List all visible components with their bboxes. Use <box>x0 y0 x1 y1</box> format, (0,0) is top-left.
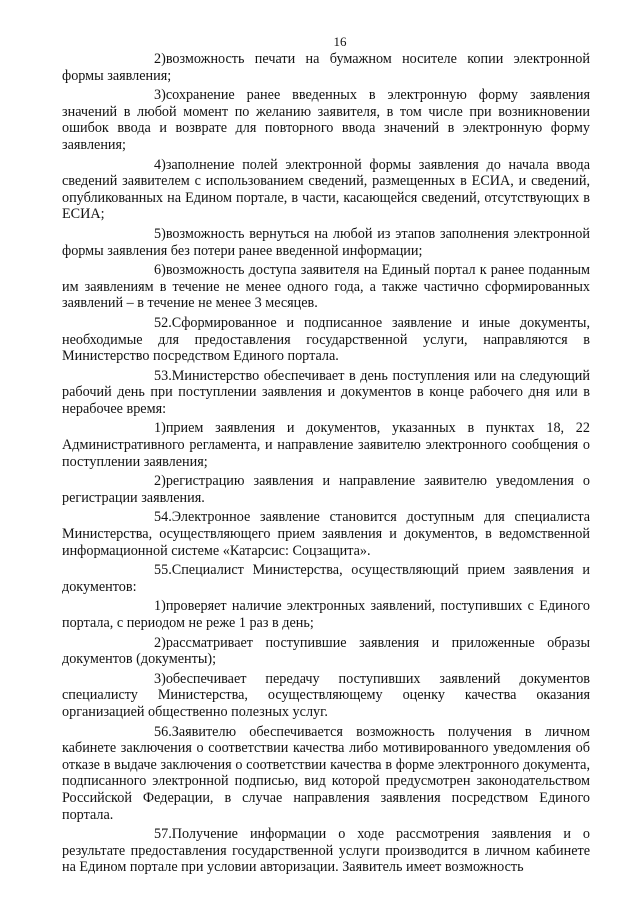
page-number: 16 <box>333 34 347 49</box>
item-text: Сформированное и подписанное заявление и иные документы, необходимые для предоставления государственной услуги, направляются в Министерство посредством Единого портала. <box>62 314 590 365</box>
paragraph-55 <box>62 562 590 595</box>
item-number: 57. <box>154 826 172 843</box>
item-text: Министерство обеспечивает в день поступления или на следующий рабочий день при поступлении заявления и документов в конце рабочего дня или в нерабочее время: <box>62 367 590 417</box>
item-text: обеспечивает передачу поступивших заявлений документов специалисту Министерства, осуществляющему оценку качества оказания организацией общественно полезных услуг. <box>62 670 590 720</box>
paragraph-item-2 <box>62 51 590 84</box>
item-number: 54. <box>154 509 172 526</box>
paragraph-56 <box>62 724 590 824</box>
item-text: рассматривает поступившие заявления и приложенные образы документов (документы); <box>62 634 590 668</box>
item-text: Получение информации о ходе рассмотрения заявления и о результате предоставления государственной услуги производится в личном кабинете на Едином портале при условии авторизации. Заявитель имеет возможность <box>62 826 590 876</box>
paragraph-55-item-3 <box>62 671 590 721</box>
item-text: Специалист Министерства, осуществляющий прием заявления и документов: <box>62 562 590 595</box>
item-text: заполнение полей электронной формы заявления до начала ввода сведений заявителем с использованием сведений, размещенных в ЕСИА, и сведений, опубликованных на Едином портале, в части, касающейся сведений, отсутствующих в ЕСИА; <box>62 156 590 223</box>
item-number: 52. <box>154 314 172 331</box>
item-text: возможность печати на бумажном носителе копии электронной формы заявления; <box>62 51 590 84</box>
item-number: 3) <box>154 670 166 687</box>
item-number: 53. <box>154 367 172 384</box>
item-number: 4) <box>154 156 166 173</box>
paragraph-item-4 <box>62 157 590 223</box>
item-text: Заявителю обеспечивается возможность получения в личном кабинете заключения о соответствии качества либо мотивированного уведомления об отказе в выдаче заключения о соответствии качества в форме электронного документа, подписанного электронной подписью, вид которой предусмотрен законодательством Российской Федерации, в случае направления заявления посредством Единого портала. <box>62 723 590 823</box>
paragraph-55-item-1 <box>62 598 590 631</box>
paragraph-item-6 <box>62 262 590 312</box>
item-text: сохранение ранее введенных в электронную форму заявления значений в любой момент по желанию заявителя, в том числе при возникновении ошибок ввода и возврате для повторного ввода значений в электронную форму заявления; <box>62 87 590 153</box>
item-number: 55. <box>154 562 172 579</box>
paragraph-53-item-2 <box>62 473 590 506</box>
item-text: возможность вернуться на любой из этапов заполнения электронной формы заявления без потери ранее введенной информации; <box>62 225 590 259</box>
item-number: 2) <box>154 634 166 651</box>
item-number: 1) <box>154 420 166 437</box>
item-text: регистрацию заявления и направление заявителю уведомления о регистрации заявления. <box>62 473 590 506</box>
paragraph-53-item-1 <box>62 420 590 470</box>
item-text: возможность доступа заявителя на Единый портал к ранее поданным им заявлениям в течение не менее одного года, а также частично сформированных заявлений – в течение не менее 3 месяцев. <box>62 262 590 312</box>
paragraph-57 <box>62 826 590 876</box>
paragraph-55-item-2 <box>62 635 590 668</box>
paragraph-54 <box>62 509 590 559</box>
item-number: 2) <box>154 473 166 490</box>
paragraph-item-5 <box>62 226 590 259</box>
item-text: Электронное заявление становится доступным для специалиста Министерства, осуществляющего прием заявления и документов, в ведомственной информационной системе «Катарсис: Соцзащита». <box>62 509 590 559</box>
item-number: 6) <box>154 262 166 279</box>
item-number: 56. <box>154 723 172 740</box>
item-number: 2) <box>154 51 166 67</box>
paragraph-52 <box>62 315 590 365</box>
paragraph-item-3 <box>62 87 590 153</box>
item-text: проверяет наличие электронных заявлений, поступивших с Единого портала, с периодом не реже 1 раз в день; <box>62 598 590 631</box>
item-number: 1) <box>154 598 166 615</box>
item-number: 3) <box>154 87 166 104</box>
paragraph-53 <box>62 368 590 418</box>
item-text: прием заявления и документов, указанных в пунктах 18, 22 Административного регламента, и направление заявителю электронного сообщения о поступлении заявления; <box>62 420 590 470</box>
item-number: 5) <box>154 225 166 242</box>
